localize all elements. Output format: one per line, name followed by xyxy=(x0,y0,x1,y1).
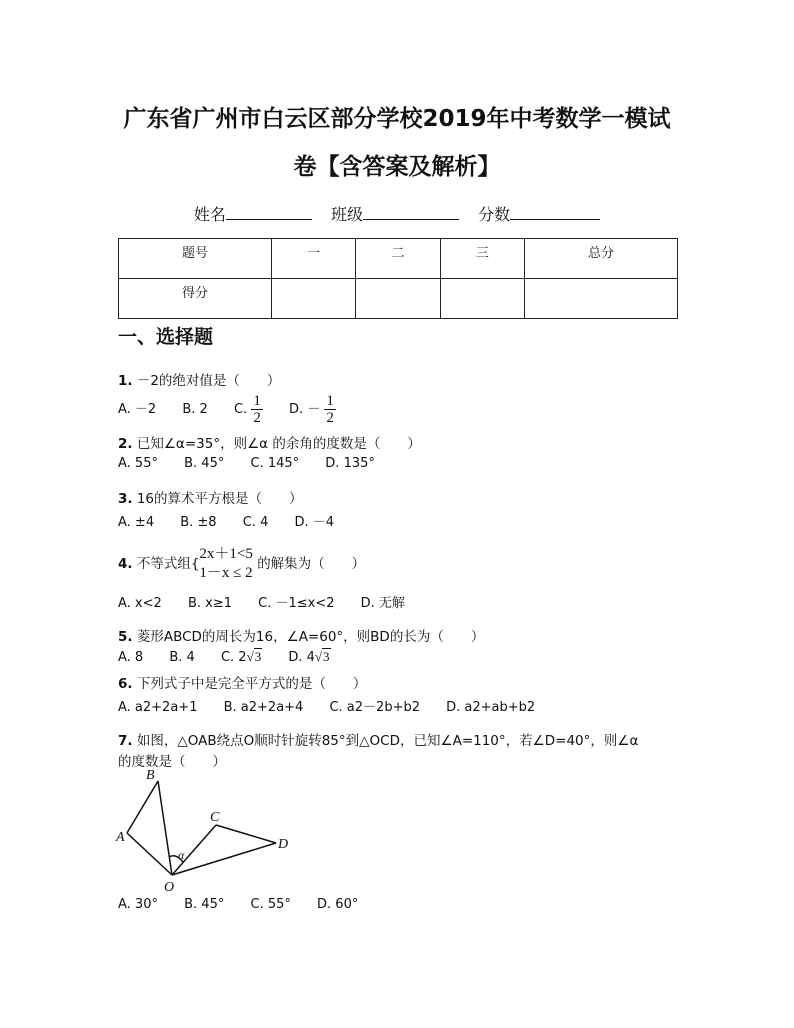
label-a: A xyxy=(116,830,125,845)
score-table-header-row xyxy=(119,239,678,279)
question-3-options xyxy=(118,511,356,530)
question-7-options xyxy=(118,897,380,912)
score-table-header: 三 xyxy=(440,239,524,279)
segment-cd xyxy=(216,825,276,843)
option-a[interactable]: A. 55° xyxy=(118,456,158,471)
score-table xyxy=(118,238,678,319)
question-text-after: 的解集为（ ） xyxy=(257,556,366,572)
option-c[interactable]: C. －1≤x<2 xyxy=(258,596,335,611)
question-text: 下列式子中是完全平方式的是（ ） xyxy=(136,676,367,692)
name-label: 姓名 xyxy=(193,205,226,224)
question-number: 6. xyxy=(118,676,133,692)
option-b[interactable]: B. ±8 xyxy=(180,515,217,530)
option-b[interactable]: B. 4 xyxy=(169,650,195,665)
document-title-line2: 卷【含答案及解析】 xyxy=(293,154,501,180)
option-c[interactable]: C. a2－2b+b2 xyxy=(329,700,420,715)
fraction xyxy=(324,393,336,426)
score-blank[interactable] xyxy=(510,205,600,220)
score-cell[interactable] xyxy=(356,279,440,319)
question-2-options xyxy=(118,456,397,471)
rotation-figure xyxy=(110,765,310,895)
option-d[interactable] xyxy=(288,649,330,665)
score-cell[interactable] xyxy=(271,279,355,319)
question-6-options xyxy=(118,696,557,715)
score-cell[interactable] xyxy=(525,279,678,319)
score-table-header: 一 xyxy=(271,239,355,279)
option-c[interactable]: C. 145° xyxy=(250,456,300,471)
inequality-system xyxy=(199,545,252,583)
inequality-1: 2x＋1<5 xyxy=(199,546,253,562)
option-b[interactable]: B. 45° xyxy=(184,456,225,471)
label-o: O xyxy=(164,880,175,895)
option-d[interactable]: D. －4 xyxy=(294,515,335,530)
label-b: B xyxy=(146,768,155,783)
score-table-score-row xyxy=(119,279,678,319)
class-label: 班级 xyxy=(330,205,363,224)
score-cell[interactable] xyxy=(440,279,524,319)
option-a[interactable]: A. －2 xyxy=(118,402,157,417)
sqrt-symbol: √3 xyxy=(314,649,330,664)
option-b[interactable]: B. 45° xyxy=(184,897,225,912)
question-number: 5. xyxy=(118,629,133,645)
question-text: 菱形ABCD的周长为16，∠A=60°，则BD的长为（ ） xyxy=(136,629,485,645)
option-a[interactable]: A. a2+2a+1 xyxy=(118,700,198,715)
question-1 xyxy=(118,369,280,389)
question-text: －2的绝对值是（ ） xyxy=(136,373,281,389)
question-5-options xyxy=(118,649,353,665)
sqrt-symbol: √3 xyxy=(246,649,262,664)
segment-od xyxy=(172,843,276,875)
fraction-denominator: 2 xyxy=(326,410,334,426)
option-c-label: C. xyxy=(233,402,248,417)
option-d[interactable]: D. a2+ab+b2 xyxy=(446,700,536,715)
inequality-2: 1－x ≤ 2 xyxy=(199,565,253,581)
option-d[interactable]: D. 135° xyxy=(325,456,375,471)
question-3 xyxy=(118,487,303,507)
class-blank[interactable] xyxy=(363,205,459,220)
score-table-header: 二 xyxy=(356,239,440,279)
fraction xyxy=(251,393,263,426)
question-number: 7. xyxy=(118,733,133,749)
question-4 xyxy=(118,545,365,583)
radicand: 3 xyxy=(323,649,330,664)
student-info-line xyxy=(0,202,794,225)
option-b[interactable]: B. 2 xyxy=(182,402,208,417)
question-number: 1. xyxy=(118,373,133,389)
option-d-label: D. － xyxy=(288,402,321,417)
label-c: C xyxy=(210,810,220,825)
segment-oa xyxy=(127,833,172,875)
question-7 xyxy=(118,729,638,749)
option-a[interactable]: A. 8 xyxy=(118,650,144,665)
option-c[interactable] xyxy=(221,649,262,665)
label-d: D xyxy=(278,837,289,852)
question-number: 4. xyxy=(118,556,133,572)
score-table-header: 总分 xyxy=(525,239,678,279)
segment-ob xyxy=(158,781,172,875)
option-a[interactable]: A. x<2 xyxy=(118,596,162,611)
label-alpha: α xyxy=(178,848,185,862)
fraction-numerator: 1 xyxy=(253,393,261,409)
question-number: 2. xyxy=(118,436,133,452)
score-table-header: 题号 xyxy=(119,239,272,279)
radicand: 3 xyxy=(254,649,262,664)
question-text: 如图，△OAB绕点O顺时针旋转85°到△OCD，已知∠A=110°，若∠D=40°，则∠α xyxy=(136,733,639,749)
question-text: 16的算术平方根是（ ） xyxy=(136,491,303,507)
option-c-label: C. 2 xyxy=(220,650,247,665)
name-blank[interactable] xyxy=(226,205,312,220)
option-a[interactable]: A. 30° xyxy=(118,897,158,912)
option-c[interactable]: C. 4 xyxy=(242,515,269,530)
fraction-denominator: 2 xyxy=(253,410,261,426)
option-c[interactable] xyxy=(234,393,263,426)
question-text-before: 不等式组{ xyxy=(136,556,200,572)
option-d[interactable]: D. 60° xyxy=(317,897,359,912)
question-5 xyxy=(118,625,484,645)
question-7-line2: 的度数是（ ） xyxy=(118,754,226,770)
option-d-label: D. 4 xyxy=(288,650,315,665)
option-b[interactable]: B. a2+2a+4 xyxy=(223,700,304,715)
option-b[interactable]: B. x≥1 xyxy=(187,596,232,611)
question-number: 3. xyxy=(118,491,133,507)
question-text: 已知∠α=35°，则∠α 的余角的度数是（ ） xyxy=(136,436,421,452)
question-2 xyxy=(118,432,421,452)
score-row-label: 得分 xyxy=(119,279,272,319)
question-4-options xyxy=(118,592,427,611)
section-title: 一、选择题 xyxy=(118,326,214,348)
question-6 xyxy=(118,672,366,692)
option-c[interactable]: C. 55° xyxy=(250,897,291,912)
option-d[interactable] xyxy=(289,393,336,426)
document-title-line1: 广东省广州市白云区部分学校2019年中考数学一模试 xyxy=(123,106,671,132)
segment-ab xyxy=(127,781,158,833)
option-a[interactable]: A. ±4 xyxy=(118,515,155,530)
score-label: 分数 xyxy=(478,205,511,224)
fraction-numerator: 1 xyxy=(326,393,334,409)
option-d[interactable]: D. 无解 xyxy=(360,596,405,611)
question-1-options xyxy=(118,393,358,426)
